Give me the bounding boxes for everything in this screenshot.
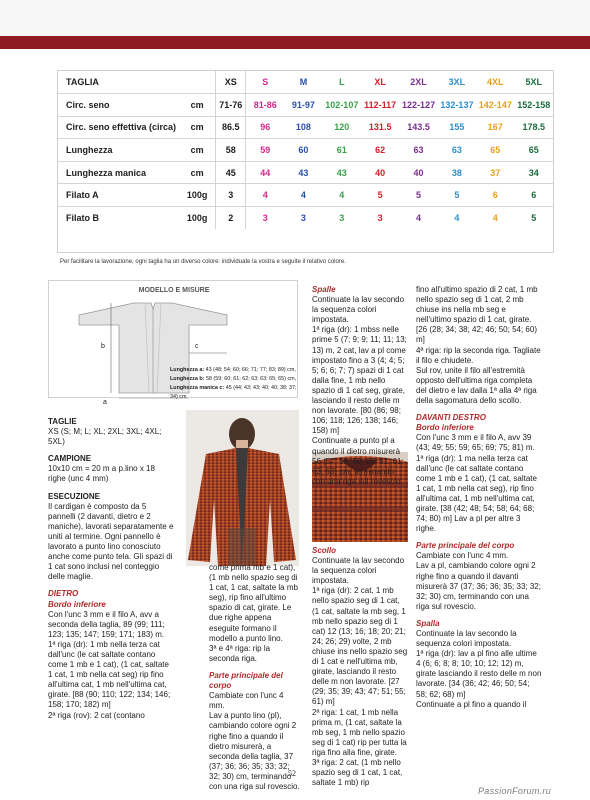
size-header-l: L — [323, 71, 361, 94]
cell-xl: 3 — [377, 213, 383, 224]
cell-4xl: 167 — [476, 116, 514, 139]
paragraph: Continuate la lav secondo la sequenza colori impostata. — [416, 629, 517, 649]
measurement-value: 58 (59; 60; 61; 62; 63; 63; 65; 65) cm, — [205, 376, 297, 382]
cell-xs: 71-76 — [216, 94, 246, 117]
cell-5xl: 5 — [531, 213, 537, 224]
cell-xl: 5 — [361, 184, 399, 207]
cell-m: 60 — [284, 139, 322, 162]
size-header-m: M — [284, 71, 322, 94]
cell-2xl: 122-127 — [399, 94, 437, 117]
cell-xs: 45 — [216, 161, 246, 184]
measurement-key: Lunghezza manica c: — [170, 385, 225, 391]
size-header-xl: XL — [361, 71, 399, 94]
label-b: b — [101, 343, 105, 350]
row-unit: cm — [179, 139, 215, 162]
measurement-value: 45 (44; 43; 43; 40; 40; 38; 37; 34) cm — [170, 385, 297, 400]
cell-l: 43 — [323, 161, 361, 184]
paragraph: 1ª riga (dr): 1 mbss nelle prime 5 (7; 9; 9; 11; 11; 13; 13) m, 2 cat, lav a pl come impostato fino a 3 (4; 4; 5; 5; 6; 6; 7; 7) spazi di 1 cat dalla fine, 1 mb nello spazio di 1 cat seg, girate, lasciando il resto delle m non lavorate. [80 (86; 98; 106; 118; 126; 138; 146; 158) m] — [312, 325, 407, 436]
table-row — [58, 207, 553, 230]
paragraph: Cambiate con l'unc 4 mm. — [209, 691, 284, 711]
paragraph: 10x10 cm = 20 m a p.lino x 18 righe (unc 4 mm) — [48, 464, 155, 484]
watermark: PassionForum.ru — [478, 786, 552, 796]
cell-5xl: 34 — [515, 161, 554, 184]
measurement-key: Lunghezza a: — [170, 367, 205, 373]
paragraph: 2ª riga (rov): 2 cat (contano — [48, 710, 145, 720]
cell-2xl: 4 — [416, 213, 422, 224]
section-heading: Bordo inferiore — [48, 599, 106, 609]
paragraph: Continuate la lav secondo la sequenza colori impostata. — [312, 556, 405, 586]
section-heading: DIETRO — [48, 589, 79, 599]
cell-s: 81-86 — [246, 94, 284, 117]
paragraph: Con l'unc 3 mm e il filo A, avv 39 (43; 49; 55; 59; 65; 69; 75; 81) m. — [416, 433, 535, 453]
paragraph: Il cardigan è composto da 5 pannelli (2 davanti, dietro e 2 maniche), lavorati separatamente e uniti al termine. Ogni pannello è lavorato a punto lino conosciuto anche come punto tela. Gli spazi di 1 cat sono inclusi nel conteggio delle maglie. — [48, 501, 174, 582]
paragraph: fino all'ultimo spazio di 2 cat, 1 mb nello spazio seg di 1 cat, 2 mb chiuse ins nella mb seg e nell'ultimo spazio di 1 cat, girate. [26 (28; 34; 38; 42; 46; 50; 54; 60) m] — [416, 285, 538, 345]
spacer — [416, 534, 542, 541]
cell-xl: 62 — [361, 139, 399, 162]
cell-5xl: 152-158 — [515, 94, 554, 117]
row-label: Circ. seno effettiva (circa) — [58, 116, 179, 139]
cell-m: 43 — [284, 161, 322, 184]
size-header-5xl: 5XL — [515, 71, 554, 94]
row-label: Lunghezza manica — [58, 161, 179, 184]
table-row — [58, 94, 553, 117]
paragraph: Con l'unc 3 mm e il filo A, avv a seconda della taglia, 89 (99; 111; 123; 135; 147; 159; 171; 183) m. — [48, 609, 165, 639]
paragraph: Cambiate con l'unc 4 mm. — [416, 551, 509, 561]
paragraph: 3ª e 4ª riga: rip la seconda riga. — [209, 643, 271, 663]
spacer — [209, 664, 301, 671]
cell-s: 59 — [246, 139, 284, 162]
cell-l: 102-107 — [323, 94, 361, 117]
paragraph: 3ª riga: 2 cat, (1 mb nello spazio seg di 1 cat, 1 cat, saltate 1 mb) rip — [312, 757, 403, 788]
cell-m: 4 — [284, 184, 322, 207]
section-heading: Scollo — [312, 546, 337, 555]
cell-4xl: 6 — [476, 184, 514, 207]
cell-4xl: 37 — [476, 161, 514, 184]
cell-s: 44 — [246, 161, 284, 184]
cell-5xl: 6 — [515, 184, 554, 207]
section-heading: DAVANTI DESTRO — [416, 413, 486, 423]
section-heading: Bordo inferiore — [416, 423, 474, 433]
cell-xs: 3 — [216, 184, 246, 207]
section-heading: Spalla — [416, 618, 440, 628]
table-row — [58, 184, 553, 207]
cell-2xl: 40 — [399, 161, 437, 184]
cell-m: 108 — [284, 116, 322, 139]
section-heading: Spalle — [312, 285, 336, 294]
cell-m: 3 — [300, 213, 306, 224]
row-label: Lunghezza — [58, 139, 179, 162]
paragraph: Continuate a pl fino a quando il — [416, 699, 527, 709]
schema-title: MODELLO E MISURE — [138, 287, 210, 294]
cell-xs: 86.5 — [216, 116, 246, 139]
cell-s: 4 — [246, 184, 284, 207]
paragraph: Lav a pl, cambiando colore ogni 2 righe fino a quando il davanti misurerà 37 (37; 36; 36; 35; 33; 32; 32; 30) cm, terminando con una riga sul rovescio. — [416, 561, 541, 611]
size-header-xs: XS — [216, 71, 246, 94]
cell-5xl: 178.5 — [515, 116, 554, 139]
cell-4xl: 4 — [492, 213, 498, 224]
section-heading: CAMPIONE — [48, 454, 92, 464]
measurements-list — [170, 366, 300, 402]
section-heading: Parte principale del corpo — [416, 541, 515, 551]
header-unit — [179, 71, 215, 94]
cardigan-photo-front — [186, 410, 299, 566]
size-table — [58, 71, 553, 229]
section-heading: ESECUZIONE — [48, 491, 101, 501]
row-unit: cm — [179, 161, 215, 184]
cell-xl: 112-117 — [361, 94, 399, 117]
cell-4xl: 142-147 — [476, 94, 514, 117]
paragraph: 2ª riga: 1 cat, 1 mb nella prima m, (1 cat, saltate la mb seg, 1 mb nello spazio seg di 1 cat) rip per tutta la riga fino alla fine, girate. — [312, 707, 407, 757]
cell-xl: 131.5 — [361, 116, 399, 139]
measurement-key: Lunghezza b: — [170, 376, 205, 382]
cell-xs: 58 — [216, 139, 246, 162]
paragraph: Lav a punto lino (pl), cambiando colore ogni 2 righe fino a quando il dietro misurerà, a seconda della taglia, 37 (37; 36; 36; 35; 33; 32; 32; 30) cm, terminando con una riga sul rovescio. — [209, 711, 300, 791]
cell-xs: 2 — [216, 207, 246, 230]
spacer — [48, 447, 174, 454]
measurement-line — [170, 366, 300, 375]
cell-3xl: 132-137 — [438, 94, 476, 117]
measurement-line — [170, 384, 300, 402]
paragraph: 1ª riga (dr): 1 ma nella terza cat dall'unc (le cat saltate contano come 1 mb e 1 cat), (1 cat, saltate 1 cat, 1 mb nella cat seg), rip fino all'ultima cat, 1 mb nell'ultima cat, girate. [38 (42; 48; 54; 58; 64; 68; 74; 80) m] Lav a pl per altre 3 righe. — [416, 453, 537, 534]
column-3-text — [312, 285, 408, 487]
table-note: Per facilitare la lavorazione, ogni taglia ha un diverso colore: individuate la vostra e seguite il relativo colore. — [60, 259, 346, 265]
cell-l: 3 — [339, 213, 345, 224]
cell-3xl: 38 — [438, 161, 476, 184]
cell-3xl: 4 — [454, 213, 460, 224]
cell-2xl: 63 — [399, 139, 437, 162]
page-number: 52 — [288, 769, 296, 778]
row-label: Circ. seno — [58, 94, 179, 117]
paragraph: Continuate la lav secondo la sequenza colori impostata. — [312, 295, 405, 325]
row-unit: 100g — [179, 207, 215, 230]
section-heading: TAGLIE — [48, 417, 77, 426]
cell-3xl: 155 — [438, 116, 476, 139]
cell-2xl: 5 — [399, 184, 437, 207]
spacer — [48, 582, 174, 589]
size-header-4xl: 4XL — [476, 71, 514, 94]
size-header-s: S — [246, 71, 284, 94]
row-unit: 100g — [179, 184, 215, 207]
row-label: Filato A — [58, 184, 179, 207]
spacer — [48, 485, 174, 492]
size-header-2xl: 2XL — [399, 71, 437, 94]
measurement-line — [170, 375, 300, 384]
cell-s: 3 — [262, 213, 268, 224]
row-unit: cm — [179, 116, 215, 139]
paragraph: 1ª riga (dr): 1 mb nella terza cat dall'unc (le cat saltate contano come 1 mb e 1 cat), (1 cat, saltate 1 cat, 1 mb nella cat seg) rip fino all'ultima cat, 1 mb nell'ultima cat, girate. [88 (90; 110; 122; 134; 146; 158; 170; 182) m] — [48, 639, 171, 710]
paragraph: 4ª riga: rip la seconda riga. Tagliate il filo e chiudete. — [416, 345, 541, 365]
measurement-value: 43 (48; 54; 60; 66; 71; 77; 83; 89) cm, — [205, 367, 296, 373]
column-2-text — [209, 563, 301, 792]
paragraph: XS (S; M; L; XL; 2XL; 3XL; 4XL; 5XL) — [48, 427, 162, 447]
cell-l: 61 — [323, 139, 361, 162]
cell-5xl: 65 — [515, 139, 554, 162]
cell-2xl: 143.5 — [399, 116, 437, 139]
table-header-row — [58, 71, 553, 94]
cell-3xl: 5 — [438, 184, 476, 207]
paragraph: 1ª riga (dr): 2 cat, 1 mb nello spazio seg di 1 cat, (1 cat, saltate la mb seg, 1 mb nello spazio seg di 1 cat) 12 (13; 16; 18; 20; 21; 24; 26; 29) volte, 2 mb chiuse ins nello spazio seg di 1 cat e nell'ultima mb, girate, lasciando il resto delle m non lavorate. [27 (29; 35; 39; 43; 47; 51; 55; 61) m] — [312, 586, 408, 707]
brand-bar — [0, 36, 590, 49]
size-header-3xl: 3XL — [438, 71, 476, 94]
section-heading: Parte principale del corpo — [209, 670, 283, 691]
cell-s: 96 — [246, 116, 284, 139]
table-row — [58, 139, 553, 162]
label-c: c — [195, 343, 199, 350]
paragraph: Continuate a punto pl a quando il dietro misurerà 56 (57; 58; 59; 60; 61; 61; 63; 63) cm, terminando con una riga sul rovescio. — [312, 436, 404, 486]
column-3b-text — [312, 546, 408, 788]
cell-3xl: 63 — [438, 139, 476, 162]
label-a: a — [103, 399, 107, 406]
table-row — [58, 161, 553, 184]
row-label: Filato B — [66, 213, 99, 224]
table-row — [58, 116, 553, 139]
paragraph: come prima mb e 1 cat),(1 mb nello spazio seg di 1 cat, 1 cat, saltate la mb seg), rip fino all'ultimo spazio di cat, girate. Le due righe appena eseguite formano il modello a punto lino. — [209, 563, 298, 643]
cell-m: 91-97 — [284, 94, 322, 117]
cell-l: 120 — [323, 116, 361, 139]
row-unit: cm — [179, 94, 215, 117]
paragraph: 1ª riga (dr): lav a pl fino alle ultime 4 (6; 6; 8; 8; 10; 10; 12; 12) m, girate lasciando il resto delle m non lavorate. [34 (36; 42; 46; 50; 54; 58; 62; 68) m] — [416, 649, 542, 699]
spacer — [416, 612, 542, 619]
spacer — [416, 406, 542, 413]
size-table-box — [57, 70, 554, 253]
cell-4xl: 65 — [476, 139, 514, 162]
cell-xl: 40 — [361, 161, 399, 184]
column-4-text — [416, 285, 542, 710]
column-1-text — [48, 417, 174, 721]
header-label: TAGLIA — [58, 71, 179, 94]
cell-l: 4 — [323, 184, 361, 207]
paragraph: Sul rov, unite il filo all'estremità opposto dell'ultima riga completa del dietro e lav dalla 1ª alla 4ª riga della sagomatura dello scollo. — [416, 365, 537, 406]
